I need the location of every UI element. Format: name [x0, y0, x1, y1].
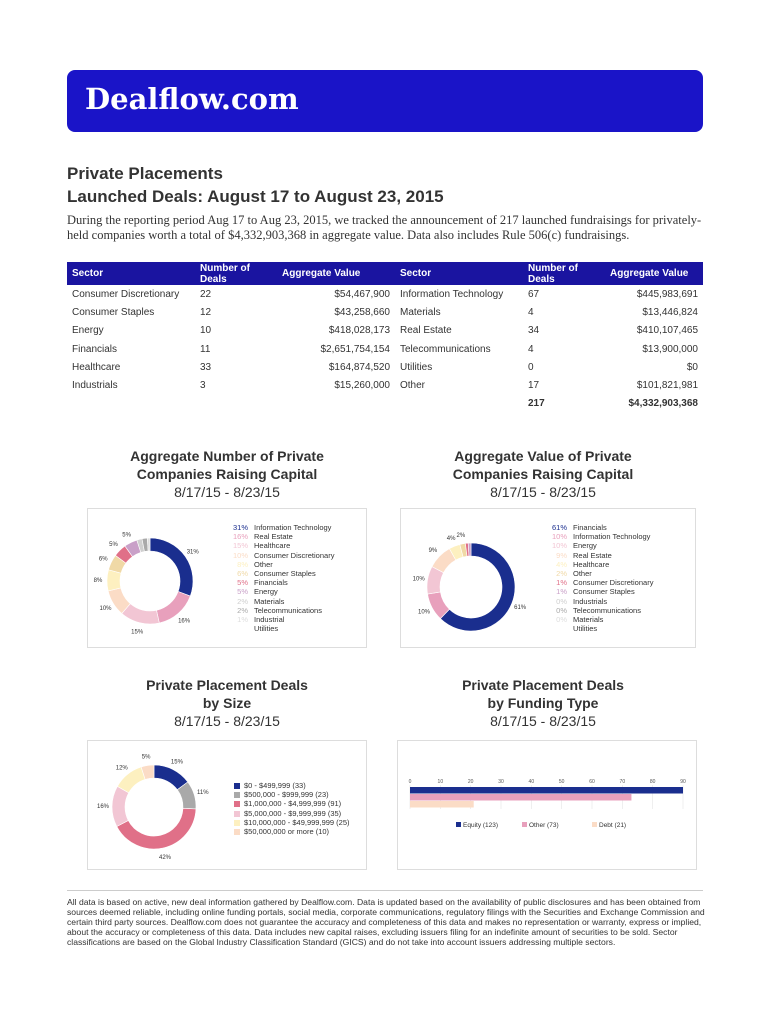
- legend-item: [547, 532, 653, 541]
- chart1-slice-label: 5%: [122, 532, 131, 539]
- legend-label: Information Technology: [254, 523, 332, 532]
- chart4-bar-1: [410, 794, 631, 801]
- chart4-legend-label: Debt (21): [599, 822, 627, 829]
- chart3-date: 8/17/15 - 8/23/15: [174, 713, 280, 729]
- table-cell: Information Technology: [400, 288, 504, 300]
- chart2-title-line2: Companies Raising Capital: [452, 466, 634, 482]
- legend-label: $500,000 - $999,999 (23): [244, 790, 329, 800]
- chart1-slice-10: [147, 538, 150, 551]
- chart3-slice-2: [117, 808, 196, 849]
- table-cell: 0: [528, 361, 534, 373]
- legend-percent: 10%: [551, 532, 567, 542]
- legend-label: Materials: [573, 615, 604, 625]
- table-cell: Utilities: [400, 361, 433, 373]
- page-subtitle: Launched Deals: August 17 to August 23, 2015: [67, 187, 444, 206]
- legend-item: [228, 587, 334, 596]
- legend-swatch: [234, 811, 240, 817]
- legend-label: Real Estate: [573, 550, 612, 560]
- chart4-legend-swatch: [592, 822, 597, 827]
- legend-item: [228, 578, 334, 587]
- legend-label: Consumer Discretionary: [573, 578, 654, 588]
- legend-label: Financials: [573, 523, 607, 532]
- table-cell: 4: [528, 343, 534, 355]
- table-cell: $13,900,000: [642, 343, 698, 355]
- legend-item: [547, 523, 653, 532]
- legend-item: [228, 523, 334, 532]
- table-cell: 34: [528, 325, 540, 337]
- legend-swatch: [234, 792, 240, 798]
- legend-item: [547, 551, 653, 560]
- header-banner: [67, 70, 703, 132]
- table-cell: 33: [200, 361, 212, 373]
- legend-percent: 61%: [551, 523, 567, 532]
- chart4-title: [413, 676, 673, 730]
- chart4-legend-label: Other (73): [529, 822, 559, 829]
- chart1-title: [97, 447, 357, 501]
- table-cell: Other: [400, 380, 426, 392]
- col-header-sector-2: Sector: [395, 262, 523, 285]
- chart4-tick-label: 50: [558, 779, 565, 785]
- chart4-tick-label: 60: [589, 779, 595, 785]
- legend-label: Utilities: [573, 624, 598, 634]
- chart3-panel: [87, 740, 367, 870]
- legend-percent: 1%: [237, 615, 248, 625]
- chart3-title: [97, 676, 357, 730]
- chart3-slice-label: 5%: [141, 754, 151, 761]
- chart2-slice-label: 10%: [418, 609, 431, 616]
- table-cell: Consumer Staples: [72, 306, 155, 318]
- chart3-slice-label: 11%: [197, 790, 209, 797]
- legend-item: [228, 606, 334, 615]
- legend-label: $50,000,000 or more (10): [244, 827, 330, 837]
- legend-item: [547, 569, 653, 578]
- total-deals: 217: [528, 398, 545, 410]
- legend-label: Real Estate: [254, 532, 293, 542]
- col-header-sector: Sector: [67, 262, 195, 285]
- legend-percent: 1%: [556, 578, 567, 588]
- table-cell: 3: [200, 380, 206, 392]
- total-value: $4,332,903,368: [628, 398, 698, 410]
- legend-percent: 10%: [551, 541, 567, 551]
- table-row: [67, 358, 703, 376]
- chart1-slice-label: 8%: [93, 578, 103, 585]
- legend-item: [228, 597, 334, 606]
- table-cell: $164,874,520: [328, 361, 390, 373]
- legend-label: Materials: [254, 596, 285, 606]
- legend-percent: 0%: [556, 605, 567, 615]
- legend-percent: 16%: [232, 532, 248, 542]
- sector-table: [67, 262, 703, 413]
- chart1-slice-label: 16%: [178, 618, 191, 625]
- legend-item: [547, 624, 653, 633]
- chart4-bar-2: [410, 801, 474, 808]
- legend-swatch: [234, 783, 240, 789]
- chart4-tick-label: 20: [467, 779, 474, 785]
- legend-percent: 5%: [237, 578, 248, 588]
- legend-label: Information Technology: [573, 532, 651, 542]
- chart1-title-line1: Aggregate Number of Private: [130, 448, 324, 464]
- chart4-tick-label: 30: [498, 779, 504, 785]
- table-row: [67, 322, 703, 340]
- table-cell: Energy: [72, 325, 104, 337]
- legend-item: [547, 597, 653, 606]
- page-title: Private Placements: [67, 164, 223, 183]
- legend-label: Utilities: [254, 624, 279, 634]
- chart2-slice-label: 10%: [412, 576, 425, 583]
- legend-percent: 0%: [556, 615, 567, 625]
- chart3-slice-3: [112, 786, 129, 826]
- legend-item: [547, 606, 653, 615]
- legend-item: [228, 560, 334, 569]
- chart2-slice-label: 61%: [514, 604, 527, 611]
- chart4-title-line1: Private Placement Deals: [462, 677, 624, 693]
- table-row: [67, 340, 703, 358]
- chart4-legend-label: Equity (123): [463, 822, 499, 829]
- table-cell: $0: [686, 361, 698, 373]
- table-cell: 12: [200, 306, 212, 318]
- table-cell: Real Estate: [400, 325, 452, 337]
- chart4-date: 8/17/15 - 8/23/15: [490, 713, 596, 729]
- chart3-title-line2: by Size: [202, 695, 252, 711]
- chart3-slice-label: 12%: [115, 765, 128, 772]
- table-cell: Materials: [400, 306, 441, 318]
- legend-swatch: [234, 829, 240, 835]
- chart1-panel: [87, 508, 367, 648]
- legend-item: [228, 541, 334, 550]
- legend-percent: 15%: [232, 541, 248, 551]
- table-cell: Financials: [72, 343, 118, 355]
- table-row: [67, 376, 703, 394]
- legend-label: $5,000,000 - $9,999,999 (35): [244, 808, 342, 818]
- legend-label: $0 - $499,999 (33): [244, 781, 306, 790]
- table-cell: 4: [528, 306, 534, 318]
- chart2-title-line1: Aggregate Value of Private: [454, 448, 632, 464]
- chart4-bar-chart: [398, 741, 698, 871]
- legend-percent: 8%: [237, 559, 248, 569]
- legend-item: [547, 578, 653, 587]
- col-header-value: Aggregate Value: [277, 262, 395, 285]
- chart4-tick-label: 10: [437, 779, 444, 785]
- chart2-title: [413, 447, 673, 501]
- table-cell: $15,260,000: [334, 380, 390, 392]
- table-cell: 10: [200, 325, 212, 337]
- chart2-slice-7: [468, 543, 471, 556]
- legend-label: $1,000,000 - $4,999,999 (91): [244, 799, 342, 809]
- legend-label: Other: [254, 559, 273, 569]
- table-cell: $2,651,754,154: [320, 343, 390, 355]
- chart4-legend-swatch: [522, 822, 527, 827]
- table-total-row: [67, 395, 703, 413]
- legend-percent: 9%: [556, 550, 567, 560]
- legend-label: Telecommunications: [573, 605, 641, 615]
- legend-percent: 2%: [237, 596, 248, 606]
- chart3-slice-label: 15%: [170, 759, 183, 766]
- chart4-bar-0: [410, 787, 683, 794]
- chart1-slice-label: 5%: [109, 541, 118, 548]
- table-cell: $418,028,173: [328, 325, 390, 337]
- legend-percent: 2%: [556, 569, 567, 579]
- chart4-tick-label: 90: [680, 779, 686, 785]
- legend-label: Healthcare: [573, 559, 610, 569]
- chart2-panel: [400, 508, 696, 648]
- legend-item: [547, 615, 653, 624]
- chart3-legend: [234, 781, 350, 836]
- table-cell: Consumer Discretionary: [72, 288, 180, 300]
- table-cell: Industrials: [72, 380, 118, 392]
- chart4-title-line2: by Funding Type: [487, 695, 599, 711]
- legend-item: [234, 799, 350, 808]
- chart4-tick-label: 70: [619, 779, 626, 785]
- legend-label: Healthcare: [254, 541, 291, 551]
- table-cell: $54,467,900: [334, 288, 390, 300]
- chart4-tick-label: 80: [649, 779, 656, 785]
- legend-item: [228, 532, 334, 541]
- table-cell: $13,446,824: [642, 306, 698, 318]
- site-logo-title: Dealflow.com: [85, 82, 299, 116]
- legend-label: Energy: [573, 541, 597, 551]
- chart3-slice-label: 42%: [159, 854, 172, 861]
- legend-item: [228, 615, 334, 624]
- table-cell: 67: [528, 288, 540, 300]
- legend-item: [228, 569, 334, 578]
- legend-item: [234, 790, 350, 799]
- chart2-date: 8/17/15 - 8/23/15: [490, 484, 596, 500]
- chart2-slice-label: 4%: [446, 535, 456, 542]
- legend-item: [547, 560, 653, 569]
- chart4-tick-label: 0: [408, 779, 412, 785]
- legend-percent: 10%: [232, 550, 248, 560]
- chart1-slice-0: [150, 538, 193, 596]
- legend-item: [228, 551, 334, 560]
- legend-item: [234, 809, 350, 818]
- legend-percent: 5%: [237, 587, 248, 597]
- legend-label: Industrial: [254, 615, 285, 625]
- col-header-value-2: Aggregate Value: [605, 262, 703, 285]
- legend-swatch: [234, 820, 240, 826]
- chart4-panel: [397, 740, 697, 870]
- chart1-title-line2: Companies Raising Capital: [136, 466, 318, 482]
- table-cell: $101,821,981: [636, 380, 698, 392]
- table-cell: Telecommunications: [400, 343, 491, 355]
- table-cell: Healthcare: [72, 361, 121, 373]
- legend-percent: 1%: [556, 587, 567, 597]
- legend-label: Telecommunications: [254, 605, 322, 615]
- table-cell-empty: [277, 395, 395, 413]
- footer-divider: [67, 890, 703, 891]
- table-cell-empty: [67, 395, 195, 413]
- footer-disclaimer: All data is based on active, new deal information gathered by Dealflow.com. Data is updated based on the availability of public disclosures and has been obtained from sources deemed reliable, including online funding portals, social media, corporate communications, regulatory filings with the Securities and Exchange Commission and certain third party sources. Dealflow.com does not guarantee the accuracy and completeness of this data and makes no representation or warranty, express or implied, about the accuracy or completeness of this data. Data includes new capital raises, excluding issuers filing for an indefinite amount of securities to be sold. Sector classifications are based on the Global Industry Classification Standard (GICS) and do not take into account issuers addressing multiple sectors.: [67, 897, 705, 947]
- table-cell: $445,983,691: [636, 288, 698, 300]
- legend-item: [234, 827, 350, 836]
- table-cell: 22: [200, 288, 212, 300]
- chart1-slice-label: 15%: [131, 629, 144, 636]
- legend-label: Financials: [254, 578, 288, 588]
- chart2-legend: [547, 523, 653, 633]
- col-header-deals-2: Number of Deals: [523, 262, 605, 285]
- table-row: [67, 303, 703, 321]
- chart1-legend: [228, 523, 334, 633]
- col-header-deals: Number of Deals: [195, 262, 277, 285]
- legend-percent: 6%: [237, 569, 248, 579]
- legend-label: Consumer Staples: [573, 587, 635, 597]
- legend-percent: 2%: [237, 605, 248, 615]
- table-row: [67, 285, 703, 303]
- legend-label: Consumer Discretionary: [254, 550, 335, 560]
- legend-item: [547, 587, 653, 596]
- legend-label: Consumer Staples: [254, 569, 316, 579]
- chart4-legend-swatch: [456, 822, 461, 827]
- legend-item: [234, 818, 350, 827]
- table-cell-empty: [395, 395, 523, 413]
- chart3-title-line1: Private Placement Deals: [146, 677, 308, 693]
- legend-item: [228, 624, 334, 633]
- legend-item: [547, 541, 653, 550]
- table-header-row: [67, 262, 703, 285]
- chart1-slice-label: 6%: [98, 556, 108, 563]
- chart2-slice-label: 2%: [456, 532, 466, 539]
- legend-label: Energy: [254, 587, 278, 597]
- table-cell-empty: [195, 395, 277, 413]
- chart2-slice-label: 9%: [428, 548, 438, 555]
- legend-swatch: [234, 801, 240, 807]
- chart3-slice-label: 16%: [96, 804, 110, 811]
- legend-label: Industrials: [573, 596, 608, 606]
- chart1-slice-label: 31%: [186, 549, 199, 556]
- chart1-slice-4: [107, 570, 121, 591]
- legend-percent: 31%: [232, 523, 248, 532]
- table-cell: $410,107,465: [636, 325, 698, 337]
- intro-paragraph: During the reporting period Aug 17 to Aug 23, 2015, we tracked the announcement of 217 launched fundraisings for privately-held companies worth a total of $4,332,903,368 in aggregate value. Data also includes Rule 506(c) fundraisings.: [67, 213, 702, 242]
- table-cell: 17: [528, 380, 540, 392]
- legend-percent: 4%: [556, 559, 567, 569]
- legend-label: Other: [573, 569, 592, 579]
- chart4-tick-label: 40: [528, 779, 535, 785]
- table-cell: $43,258,660: [334, 306, 390, 318]
- legend-item: [234, 781, 350, 790]
- chart1-date: 8/17/15 - 8/23/15: [174, 484, 280, 500]
- table-cell: 11: [200, 343, 211, 355]
- chart1-slice-label: 10%: [99, 605, 112, 612]
- legend-label: $10,000,000 - $49,999,999 (25): [244, 817, 350, 827]
- legend-percent: 0%: [556, 596, 567, 606]
